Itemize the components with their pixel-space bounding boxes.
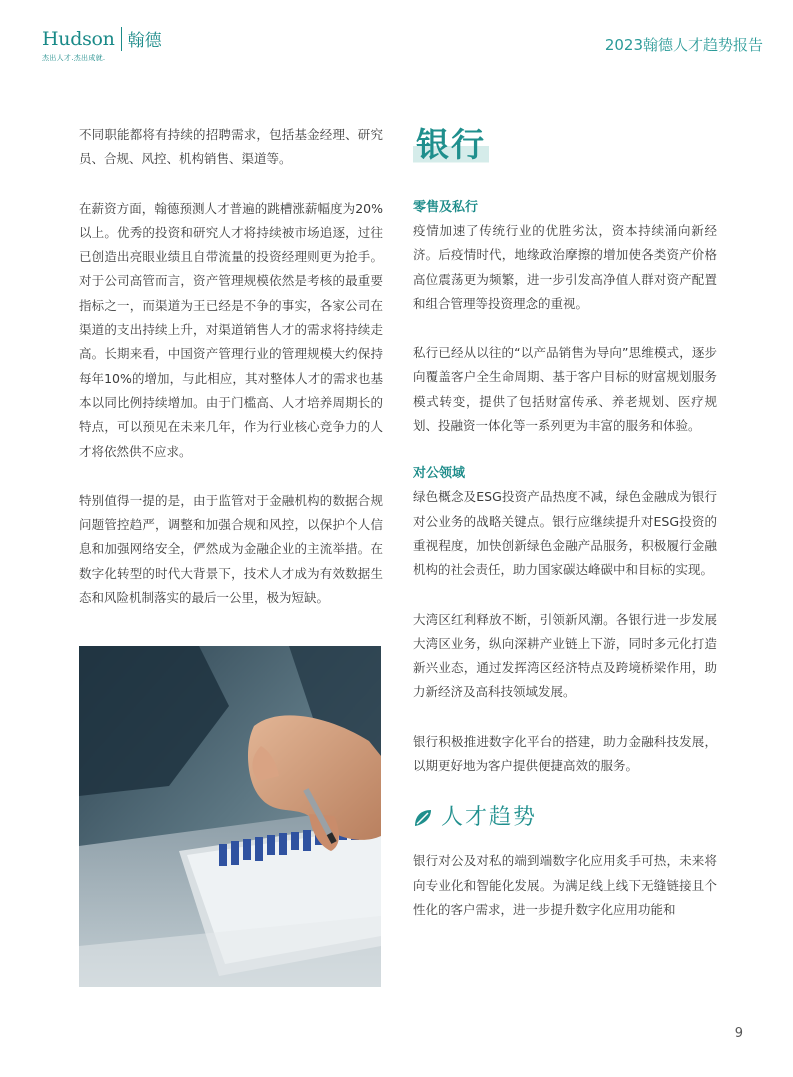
page-number: 9	[734, 1026, 743, 1041]
paragraph: 私行已经从以往的“以产品销售为导向”思维模式，逐步向覆盖客户全生命周期、基于客户目标的财富规划服务模式转变，提供了包括财富传承、养老规划、医疗规划、投融资一体化等一系列更为丰富的服务和体验。	[413, 345, 717, 434]
paragraph: 绿色概念及ESG投资产品热度不减，绿色金融成为银行对公业务的战略关键点。银行应继续提升对ESG投资的重视程度，加快创新绿色金融产品服务，积极履行金融机构的社会责任，助力国家碳达峰碳中和目标的实现。	[413, 489, 717, 578]
paragraph: 银行积极推进数字化平台的搭建，助力金融科技发展，以期更好地为客户提供便捷高效的服务。	[413, 733, 717, 774]
paragraph: 特别值得一提的是，由于监管对于金融机构的数据合规问题管控趋严，调整和加强合规和风控，以保护个人信息和加强网络安全，俨然成为金融企业的主流举措。在数字化转型的时代大背景下，技术人才成为有效数据生态和风险机制落实的最后一公里，极为短缺。	[79, 492, 383, 606]
paragraph: 疫情加速了传统行业的优胜劣汰，资本持续涌向新经济。后疫情时代，地缘政治摩擦的增加使各类资产价格高位震荡更为频繁，进一步引发高净值人群对资产配置和组合管理等投资理念的重视。	[413, 223, 717, 311]
section-title-bank: 银行	[413, 123, 489, 167]
trend-title: 人才趋势	[441, 805, 538, 831]
right-column	[413, 123, 717, 947]
logo-english-name: Hudson	[42, 27, 115, 50]
sub-heading-corporate: 对公领域	[413, 466, 466, 482]
paragraph: 不同职能都将有持续的招聘需求，包括基金经理、研究员、合规、风控、机构销售、渠道等。	[79, 127, 383, 167]
trend-heading	[413, 803, 717, 833]
logo-tagline: 杰出人才.杰出成就.	[42, 54, 106, 62]
paragraph: 银行对公及对私的端到端数字化应用炙手可热，未来将向专业化和智能化发展。为满足线上线下无缝链接且个性化的客户需求，进一步提升数字化应用功能和	[413, 853, 717, 917]
paragraph: 在薪资方面，翰德预测人才普遍的跳槽涨薪幅度为20%以上。优秀的投资和研究人才将持续被市场追逐，过往已创造出亮眼业绩且自带流量的投资经理则更为抢手。对于公司高管而言，资产管理规模依然是考核的最重要指标之一，而渠道为王已经是不争的事实，各家公司在渠道的支出持续上升，对渠道销售人才的需求将持续走高。长期来看，中国资产管理行业的管理规模大约保持每年10%的增加，与此相应，其对整体人才的需求也基本以同比例持续增加。由于门槛高、人才培养周期长的特点，可以预见在未来几年，作为行业核心竞争力的人才将依然供不应求。	[79, 200, 383, 459]
logo-chinese-name: 翰德	[127, 31, 162, 51]
report-title: 2023翰德人才趋势报告	[604, 36, 763, 54]
logo-divider	[121, 27, 122, 51]
hudson-logo	[42, 26, 162, 63]
leaf-icon	[413, 808, 433, 828]
paragraph: 大湾区红利释放不断，引领新风潮。各银行进一步发展大湾区业务，纵向深耕产业链上下游，同时多元化打造新兴业态，通过发挥湾区经济特点及跨境桥梁作用，助力新经济及高科技领域发展。	[413, 611, 717, 700]
hand-with-pen-and-tablet-photo	[79, 646, 381, 987]
left-column	[79, 123, 383, 635]
sub-heading-retail: 零售及私行	[413, 200, 479, 215]
